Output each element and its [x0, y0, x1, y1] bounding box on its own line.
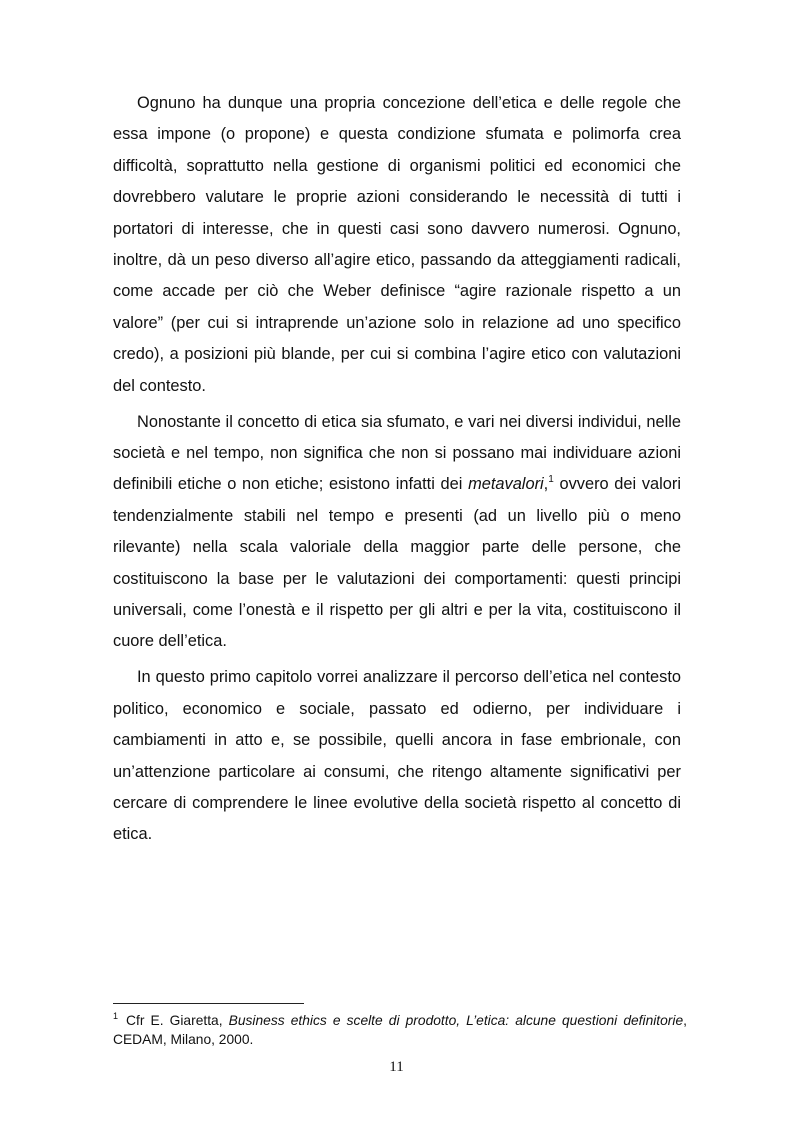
paragraph-3: In questo primo capitolo vorrei analizzare il percorso dell’etica nel contesto politico, economico e sociale, passato ed odierno, per individuare i cambiamenti in atto e, se possibile, quelli ancora in fase embrionale, con un’attenzione particolare ai consumi, che ritengo altamente significativi per cercare di comprendere le linee evolutive della società rispetto al concetto di etica.	[113, 668, 681, 844]
footnote-number: 1	[113, 1011, 119, 1022]
body-text	[113, 88, 681, 855]
page-number: 11	[389, 1059, 404, 1075]
paragraph-1: Ognuno ha dunque una propria concezione dell’etica e delle regole che essa impone (o propone) e questa condizione sfumata e polimorfa crea difficoltà, soprattutto nella gestione di organismi politici ed economici che dovrebbero valutare le proprie azioni considerando le necessità di tutti i portatori di interesse, che in questi casi sono davvero numerosi. Ognuno, inoltre, dà un peso diverso all’agire etico, passando da atteggiamenti radicali, come accade per ciò che Weber definisce “agire razionale rispetto a un valore” (per cui si intraprende un’azione solo in relazione ad uno specifico credo), a posizioni più blande, per cui si combina l’agire etico con valutazioni del contesto.	[113, 94, 681, 395]
footnote	[113, 1011, 687, 1049]
footnote-suffix: , CEDAM, Milano, 2000.	[113, 1013, 687, 1047]
term-metavalori: metavalori	[468, 475, 544, 494]
footnote-reference[interactable]: 1	[548, 473, 554, 485]
paragraph-2	[113, 407, 681, 658]
footnote-source-title: Business ethics e scelte di prodotto, L’etica: alcune questioni definitorie	[228, 1013, 684, 1028]
paragraph-2-punct: ,	[543, 475, 549, 494]
paragraph-2-text-after: ovvero dei valori tendenzialmente stabili nel tempo e presenti (ad un livello più o meno rilevante) nella scala valoriale della maggior parte delle persone, che costituiscono la base per le valutazioni dei comportamenti: questi principi universali, come l’onestà e il rispetto per gli altri e per la vita, costituiscono il cuore dell’etica.	[113, 475, 681, 651]
paragraph-2-text-before: Nonostante il concetto di etica sia sfumato, e vari nei diversi individui, nelle società e nel tempo, non significa che non si possano mai individuare azioni definibili etiche o non etiche; esistono infatti dei	[113, 412, 681, 494]
footnote-prefix: Cfr E. Giaretta,	[126, 1013, 229, 1028]
footnote-separator	[113, 1003, 304, 1004]
